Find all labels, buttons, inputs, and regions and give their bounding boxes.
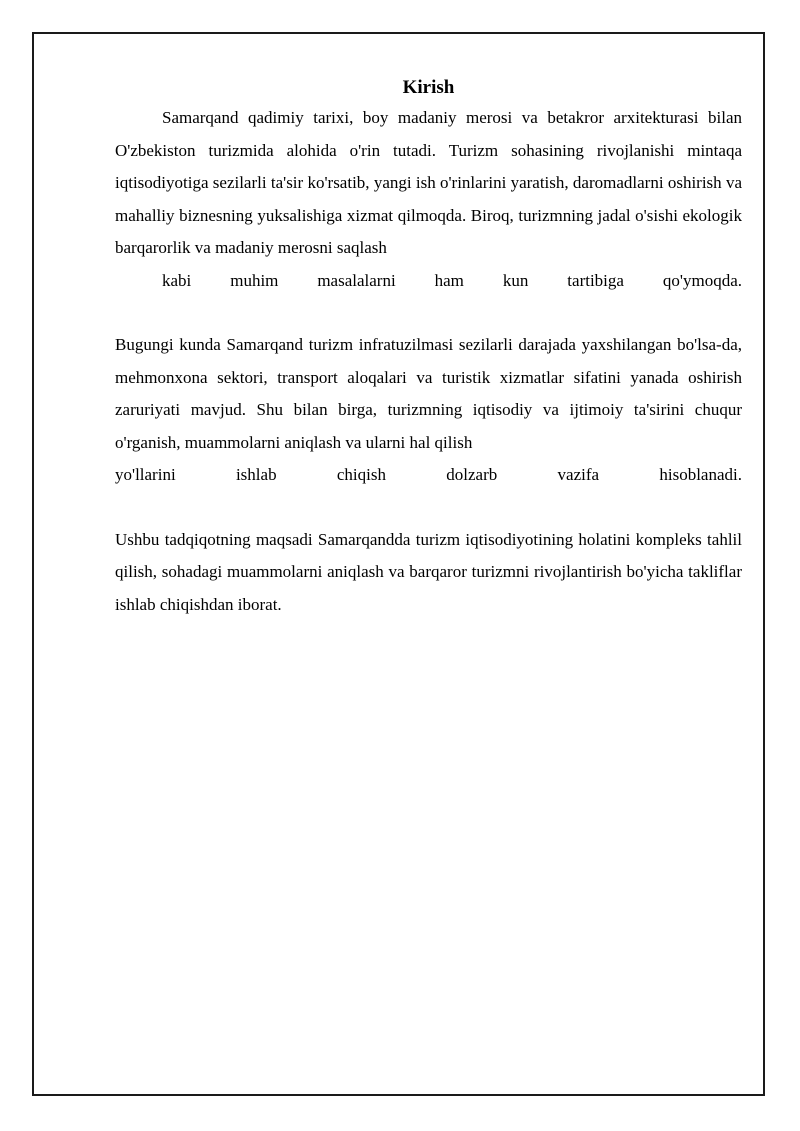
paragraph-infrastructure: [115, 329, 742, 492]
document-body: [115, 76, 742, 621]
paragraph-goal-text: Ushbu tadqiqotning maqsadi Samarqandda turizm iqtisodiyotining holatini kompleks tahlil qilish, sohadagi muammolarni aniqlash va barqaror turizmni rivojlantirish bo'yicha takliflar ishlab chiqishdan iborat.: [115, 529, 742, 614]
paragraph-intro: [115, 102, 742, 297]
section-heading: Kirish: [402, 77, 455, 98]
paragraph-goal: [115, 524, 742, 622]
paragraph-intro-last-line: kabi muhim masalalarni ham kun tartibiga qo'ymoqda.: [162, 270, 742, 290]
paragraph-infrastructure-last-line: yo'llarini ishlab chiqish dolzarb vazifa hisoblanadi.: [115, 465, 742, 484]
paragraph-gap: [115, 492, 742, 524]
paragraph-intro-text: Samarqand qadimiy tarixi, boy madaniy merosi va betakror arxitekturasi bilan O'zbekiston turizmida alohida o'rin tutadi. Turizm sohasining rivojlanishi mintaqa iqtisodiyotiga sezilarli ta'sir ko'rsatib, yangi ish o'rinlarini yaratish, daromadlarni oshirish va mahalliy biznesning yuksalishiga xizmat qilmoqda. Biroq, turizmning jadal o'sishi ekologik barqarorlik va madaniy merosni saqlash: [115, 108, 742, 257]
paragraph-infrastructure-text: Bugungi kunda Samarqand turizm infratuzilmasi sezilarli darajada yaxshilangan bo'lsa-da, mehmonxona sektori, transport aloqalari va turistik xizmatlar sifatini yanada oshirish zaruriyati mavjud. Shu bilan birga, turizmning iqtisodiy va ijtimoiy ta'sirini chuqur o'rganish, muammolarni aniqlash va ularni hal qilish: [115, 335, 742, 452]
paragraph-gap: [115, 297, 742, 329]
